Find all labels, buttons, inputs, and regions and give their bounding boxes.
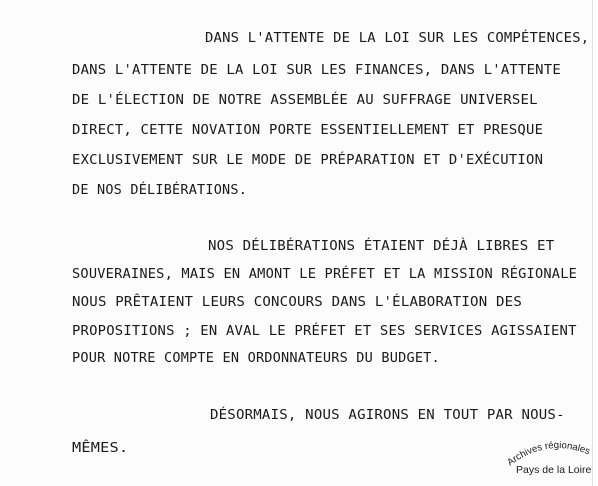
text-line: DE L'ÉLECTION DE NOTRE ASSEMBLÉE AU SUFFRAGE UNIVERSEL (72, 92, 538, 108)
text-line: MÊMES. (72, 440, 129, 456)
text-line: DANS L'ATTENTE DE LA LOI SUR LES COMPÉTENCES, (205, 30, 590, 46)
text-line: DE NOS DÉLIBÉRATIONS. (72, 182, 248, 198)
text-line: NOUS PRÊTAIENT LEURS CONCOURS DANS L'ÉLABORATION DES (72, 294, 522, 310)
archives-stamp (500, 432, 598, 486)
text-line: DÉSORMAIS, NOUS AGIRONS EN TOUT PAR NOUS- (210, 407, 565, 423)
text-line: DANS L'ATTENTE DE LA LOI SUR LES FINANCES, DANS L'ATTENTE (72, 62, 561, 78)
text-line: EXCLUSIVEMENT SUR LE MODE DE PRÉPARATION ET D'EXÉCUTION (72, 152, 544, 168)
archives-arc-label: Archives régionales (505, 439, 592, 469)
text-line: PROPOSITIONS ; EN AVAL LE PRÉFET ET SES SERVICES AGISSAIENT (72, 323, 577, 339)
text-line: DIRECT, CETTE NOVATION PORTE ESSENTIELLEMENT ET PRESQUE (72, 122, 544, 138)
text-line: SOUVERAINES, MAIS EN AMONT LE PRÉFET ET LA MISSION RÉGIONALE (72, 266, 578, 282)
text-line: NOS DÉLIBÉRATIONS ÉTAIENT DÉJÀ LIBRES ET (208, 238, 555, 254)
region-label: Pays de la Loire (516, 464, 592, 476)
text-line: POUR NOTRE COMPTE EN ORDONNATEURS DU BUDGET. (72, 350, 440, 366)
